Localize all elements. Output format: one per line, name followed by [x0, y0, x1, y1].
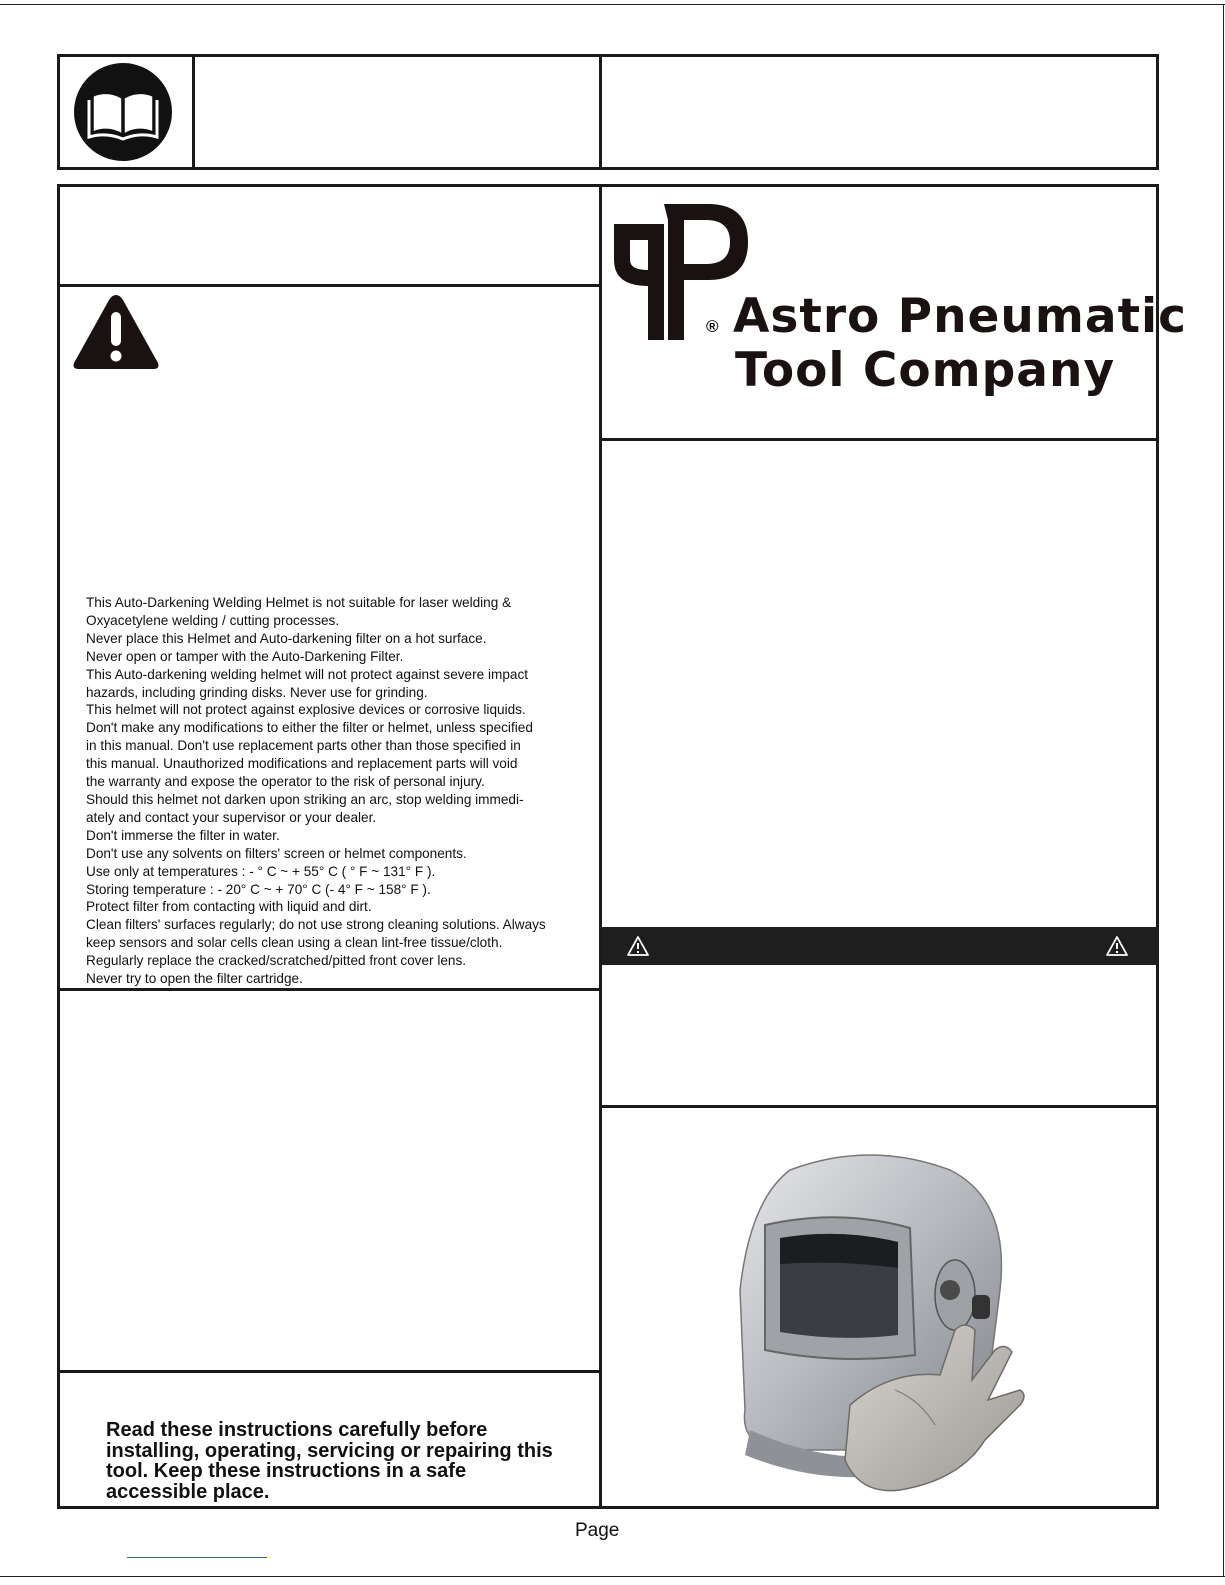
page-label: Page — [575, 1520, 620, 1541]
company-logo-mark — [608, 200, 753, 345]
warning-line: Regularly replace the cracked/scratched/pitted front cover lens. — [86, 953, 467, 969]
warning-line: in this manual. Don't use replacement parts other than those specified in — [86, 738, 521, 754]
right-divider-1 — [599, 438, 1159, 441]
left-divider-2 — [57, 988, 602, 991]
warning-line: Don't make any modifications to either the filter or helmet, unless specified — [86, 720, 533, 736]
warning-triangle-icon — [626, 935, 650, 962]
footer-link-underline[interactable] — [127, 1557, 267, 1558]
left-divider-1 — [57, 284, 602, 287]
warning-line: Don't use any solvents on filters' screen or helmet components. — [86, 845, 467, 861]
warning-triangle-icon — [1105, 935, 1129, 962]
warning-line: Don't immerse the filter in water. — [86, 827, 280, 843]
header-divider — [192, 54, 195, 170]
warning-line: This helmet will not protect against explosive devices or corrosive liquids. — [86, 702, 526, 718]
warning-line: Oxyacetylene welding / cutting processes. — [86, 612, 340, 628]
left-divider-3 — [57, 1370, 602, 1373]
company-name-line2: Tool Company — [735, 343, 1116, 398]
welding-helmet-image — [720, 1150, 1060, 1510]
header-right-box — [599, 54, 1159, 170]
registered-mark: ® — [706, 317, 719, 336]
warning-triangle-icon — [71, 292, 161, 372]
warning-line: the warranty and expose the operator to the risk of personal injury. — [86, 774, 485, 790]
warning-line: hazards, including grinding disks. Never use for grinding. — [86, 684, 428, 700]
warning-line: Should this helmet not darken upon striking an arc, stop welding immedi- — [86, 791, 524, 807]
warning-line: this manual. Unauthorized modifications and replacement parts will void — [86, 756, 518, 772]
warning-line: Never open or tamper with the Auto-Darkening Filter. — [86, 648, 404, 664]
warning-line: This Auto-Darkening Welding Helmet is not suitable for laser welding & — [86, 595, 512, 610]
safety-warnings-list — [86, 594, 598, 988]
warning-line: keep sensors and solar cells clean using a clean lint-free tissue/cloth. — [86, 935, 503, 951]
warning-line: ately and contact your supervisor or your dealer. — [86, 809, 377, 825]
warning-line: Never place this Helmet and Auto-darkening filter on a hot surface. — [86, 630, 487, 646]
page-frame-right — [1223, 4, 1224, 1576]
right-divider-2 — [599, 1105, 1159, 1108]
warning-line: Never try to open the filter cartridge. — [86, 971, 303, 987]
warning-line: Clean filters' surfaces regularly; do not use strong cleaning solutions. Always — [86, 917, 546, 933]
warning-line: Storing temperature : - 20° C ~ + 70° C (- 4° F ~ 158° F ). — [86, 881, 431, 897]
warning-line: Use only at temperatures : - ° C ~ + 55° C ( ° F ~ 131° F ). — [86, 863, 436, 879]
page-frame-top — [0, 4, 1225, 5]
company-name-line1: Astro Pneumatic — [733, 289, 1188, 344]
read-instructions-notice: Read these instructions carefully before installing, operating, servicing or repairing this tool. Keep these instructions in a safe accessible place. — [106, 1419, 553, 1503]
open-book-icon — [73, 62, 173, 162]
caution-bar — [602, 927, 1158, 965]
warning-line: This Auto-darkening welding helmet will not protect against severe impact — [86, 666, 529, 682]
page-frame-bottom — [0, 1576, 1225, 1577]
warning-line: Protect filter from contacting with liquid and dirt. — [86, 899, 372, 915]
